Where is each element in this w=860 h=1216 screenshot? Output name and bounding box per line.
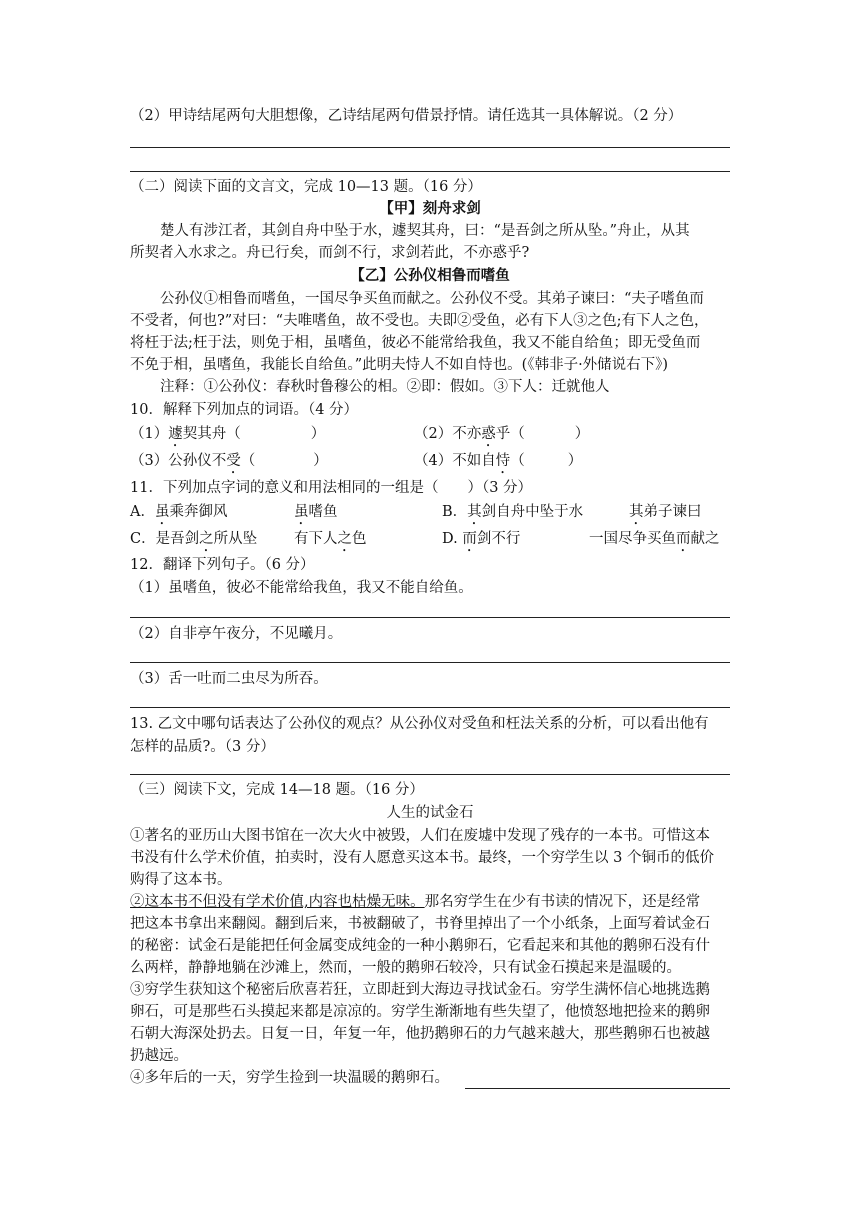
question-13-line: 怎样的品质?。（3 分） bbox=[130, 739, 275, 755]
passage-yi-line: 不受者，何也?”对曰：“夫唯嗜鱼，故不受也。夫即②受鱼，必有下人③之色;有下人之色， bbox=[130, 313, 709, 329]
article-line: ④多年后的一天，穷学生捡到一块温暖的鹅卵石。 bbox=[130, 1070, 449, 1086]
question-12-item: （3）舌一吐而二虫尽为所吞。 bbox=[130, 671, 328, 687]
question-13-line: 13. 乙文中哪句话表达了公孙仪的观点？从公孙仪对受鱼和枉法关系的分析，可以看出他有 bbox=[130, 716, 709, 732]
passage-yi-title: 【乙】公孙仪相鲁而嗜鱼 bbox=[350, 267, 510, 284]
article-line: 的秘密：试金石是能把任何金属变成纯金的一种小鹅卵石，它看起来和其他的鹅卵石没有什 bbox=[130, 938, 710, 954]
option-a-2: 虽嗜鱼 bbox=[294, 504, 338, 520]
question-12-item: （2）自非亭午夜分，不见曦月。 bbox=[130, 626, 343, 642]
option-b-2: 其弟子谏曰 bbox=[629, 504, 702, 520]
section-2-heading: （二）阅读下面的文言文，完成 10—13 题。（16 分） bbox=[130, 179, 482, 195]
question-10-item-1: （1）遽契其舟（ ） bbox=[130, 426, 326, 442]
option-c-1[interactable]: C．是吾剑之所从坠 bbox=[130, 531, 258, 547]
article-title: 人生的试金石 bbox=[386, 805, 474, 821]
option-c-2: 有下人之色 bbox=[294, 531, 367, 547]
passage-jia-line: 所契者入水求之。舟已行矣，而剑不行，求剑若此，不亦惑乎? bbox=[130, 245, 530, 261]
article-line: 书没有什么学术价值，拍卖时，没有人愿意买这本书。最终，一个穷学生以 3 个铜币的低价 bbox=[130, 850, 714, 866]
answer-line[interactable] bbox=[465, 1088, 730, 1089]
article-line: 石朝大海深处扔去。日复一日，年复一年，他扔鹅卵石的力气越来越大，那些鹅卵石也被越 bbox=[130, 1026, 710, 1042]
option-b-1[interactable]: B．其剑自舟中坠于水 bbox=[442, 504, 584, 520]
question-10-item-2: （2）不亦惑乎（ ） bbox=[414, 426, 590, 442]
article-line: 扔越远。 bbox=[130, 1048, 188, 1064]
question-10-stem: 10．解释下列加点的词语。（4 分） bbox=[130, 402, 359, 418]
answer-line[interactable] bbox=[130, 774, 730, 775]
answer-line[interactable] bbox=[130, 617, 730, 618]
article-line: ①著名的亚历山大图书馆在一次大火中被毁，人们在废墟中发现了残存的一本书。可惜这本 bbox=[130, 828, 710, 844]
option-a-1[interactable]: A．虽乘奔御风 bbox=[130, 504, 228, 520]
article-line: ③穷学生获知这个秘密后欣喜若狂，立即赶到大海边寻找试金石。穷学生满怀信心地挑选鹅 bbox=[130, 982, 710, 998]
question-9-2: （2）甲诗结尾两句大胆想像，乙诗结尾两句借景抒情。请任选其一具体解说。（2 分） bbox=[130, 108, 683, 124]
article-line: 购得了这本书。 bbox=[130, 872, 232, 888]
passage-jia-title: 【甲】刻舟求剑 bbox=[379, 200, 481, 217]
article-line: 把这本书拿出来翻阅。翻到后来，书被翻破了，书脊里掉出了一个小纸条，上面写着试金石 bbox=[130, 916, 710, 932]
article-line: 卵石，可是那些石头摸起来都是凉凉的。穷学生渐渐地有些失望了，他愤怒地把捡来的鹅卵 bbox=[130, 1004, 710, 1020]
question-12-item: （1）虽嗜鱼，彼必不能常给我鱼，我又不能自给鱼。 bbox=[130, 580, 473, 596]
article-line: ②这本书不但没有学术价值,内容也枯燥无味。那名穷学生在少有书读的情况下，还是经常 bbox=[130, 894, 701, 910]
question-12-stem: 12．翻译下列句子。（6 分） bbox=[130, 557, 315, 573]
answer-line[interactable] bbox=[130, 147, 730, 148]
question-10-item-4: （4）不如自恃（ ） bbox=[414, 453, 583, 469]
answer-line[interactable] bbox=[130, 662, 730, 663]
answer-line[interactable] bbox=[130, 707, 730, 708]
option-d-1[interactable]: D. 而剑不行 bbox=[442, 531, 521, 547]
section-3-heading: （三）阅读下文，完成 14—18 题。（16 分） bbox=[130, 782, 424, 798]
annotation-note: 注释：①公孙仪：春秋时鲁穆公的相。②即：假如。③下人：迁就他人 bbox=[160, 379, 610, 395]
passage-yi-line: 将枉于法;枉于法，则免于相，虽嗜鱼，彼必不能常给我鱼，我又不能自给鱼；即无受鱼而 bbox=[130, 335, 701, 351]
underlined-sentence: ②这本书不但没有学术价值,内容也枯燥无味。 bbox=[130, 894, 425, 910]
question-10-item-3: （3）公孙仪不受（ ） bbox=[130, 453, 328, 469]
passage-yi-line: 不免于相，虽嗜鱼，我能长自给鱼。”此明夫恃人不如自恃也。(《韩非子·外储说右下》) bbox=[130, 357, 669, 373]
option-d-2: 一国尽争买鱼而献之 bbox=[589, 531, 720, 547]
passage-jia-line: 楚人有涉江者，其剑自舟中坠于水，遽契其舟，曰：“是吾剑之所从坠。”舟止，从其 bbox=[160, 223, 690, 239]
passage-yi-line: 公孙仪①相鲁而嗜鱼，一国尽争买鱼而献之。公孙仪不受。其弟子谏曰：“夫子嗜鱼而 bbox=[160, 291, 704, 307]
question-11-stem: 11．下列加点字词的意义和用法相同的一组是（ ）（3 分） bbox=[130, 480, 533, 496]
answer-line[interactable] bbox=[130, 171, 730, 172]
article-line: 么两样，静静地躺在沙滩上，然而，一般的鹅卵石较冷，只有试金石摸起来是温暖的。 bbox=[130, 960, 681, 976]
